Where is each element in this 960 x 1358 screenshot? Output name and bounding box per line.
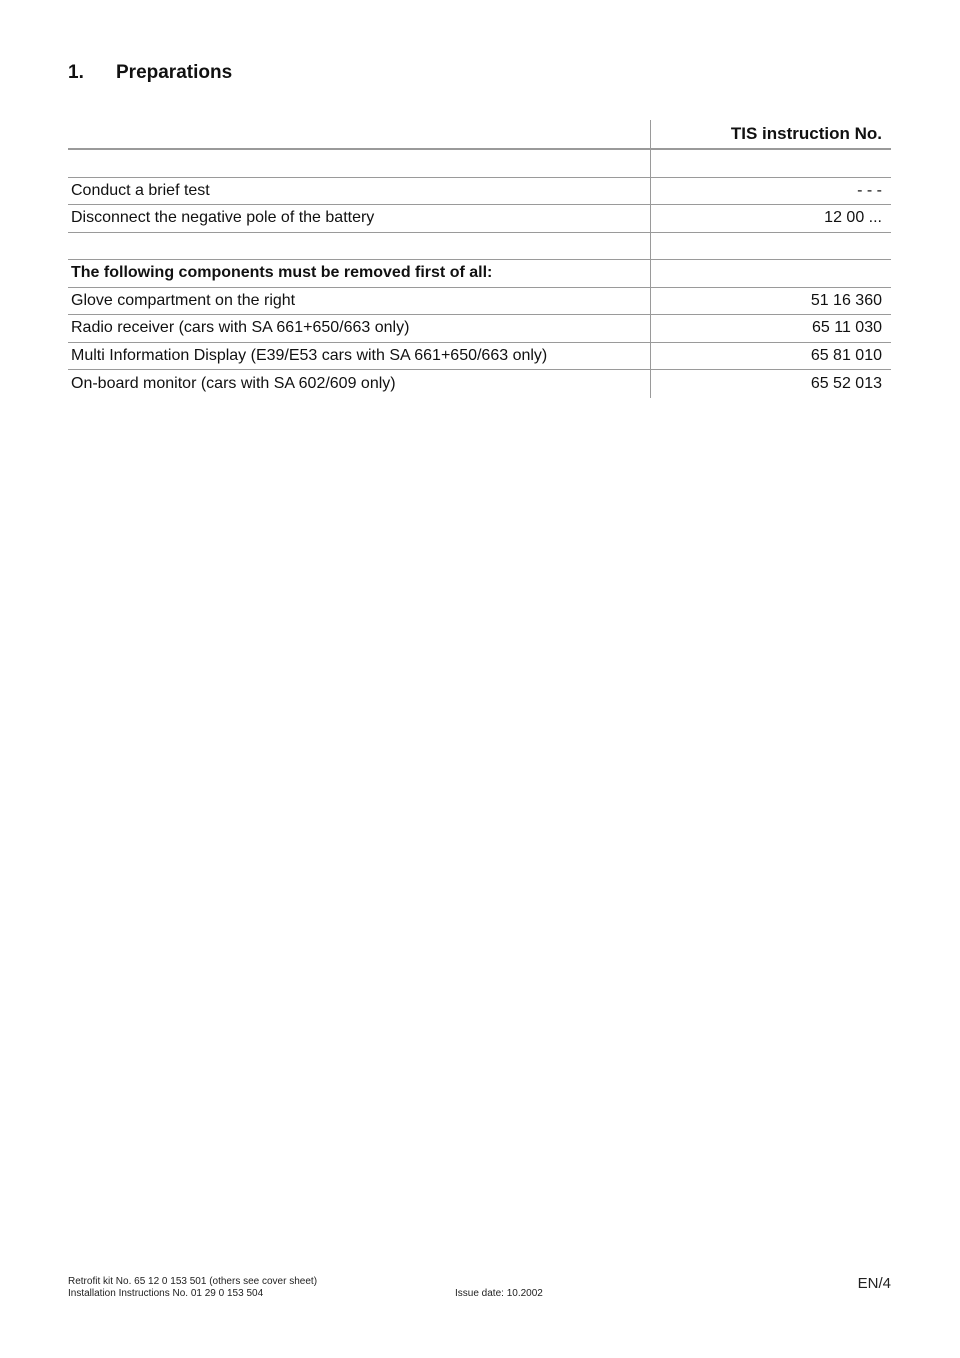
- row-description: Glove compartment on the right: [68, 288, 651, 315]
- row-description: The following components must be removed first of all:: [68, 260, 651, 287]
- section-heading: [68, 62, 232, 84]
- header-tis-cell: TIS instruction No.: [730, 124, 882, 143]
- row-description: Multi Information Display (E39/E53 cars with SA 661+650/663 only): [68, 343, 651, 370]
- footer-installation-instructions: Installation Instructions No. 01 29 0 153 504: [68, 1288, 264, 1299]
- row-description: Disconnect the negative pole of the battery: [68, 205, 651, 232]
- table-row: [68, 315, 891, 343]
- table-row: [68, 288, 891, 316]
- row-tis-number: [651, 150, 891, 177]
- row-tis-number: 65 52 013: [810, 374, 882, 392]
- row-tis-number: - - -: [857, 181, 882, 199]
- row-description: Radio receiver (cars with SA 661+650/663 only): [68, 315, 651, 342]
- table-row: [68, 150, 891, 178]
- row-tis-number: 12 00 ...: [824, 209, 882, 227]
- table-header-row: [68, 120, 891, 150]
- row-tis-number: [651, 260, 891, 287]
- table-row-subheading: [68, 260, 891, 288]
- table-row: [68, 205, 891, 233]
- table-row: [68, 233, 891, 261]
- row-tis-number: 65 11 030: [812, 319, 882, 337]
- row-description: On-board monitor (cars with SA 602/609 only): [68, 370, 651, 398]
- row-tis-number: [651, 233, 891, 260]
- table-row: [68, 343, 891, 371]
- table-row: [68, 178, 891, 206]
- section-number: 1.: [68, 62, 84, 83]
- section-title: Preparations: [116, 62, 233, 83]
- footer-references: [68, 1276, 317, 1300]
- instruction-table: [68, 120, 891, 398]
- row-description: [68, 150, 651, 177]
- row-description: [68, 233, 651, 260]
- row-description: Conduct a brief test: [68, 178, 651, 205]
- row-tis-number: 51 16 360: [810, 291, 882, 309]
- page-number: EN/4: [857, 1275, 891, 1292]
- header-description-cell: [68, 120, 651, 148]
- row-tis-number: 65 81 010: [810, 346, 882, 364]
- footer-retrofit-kit: Retrofit kit No. 65 12 0 153 501 (others see cover sheet): [68, 1276, 318, 1287]
- table-row: [68, 370, 891, 398]
- footer-issue-date: Issue date: 10.2002: [455, 1288, 543, 1299]
